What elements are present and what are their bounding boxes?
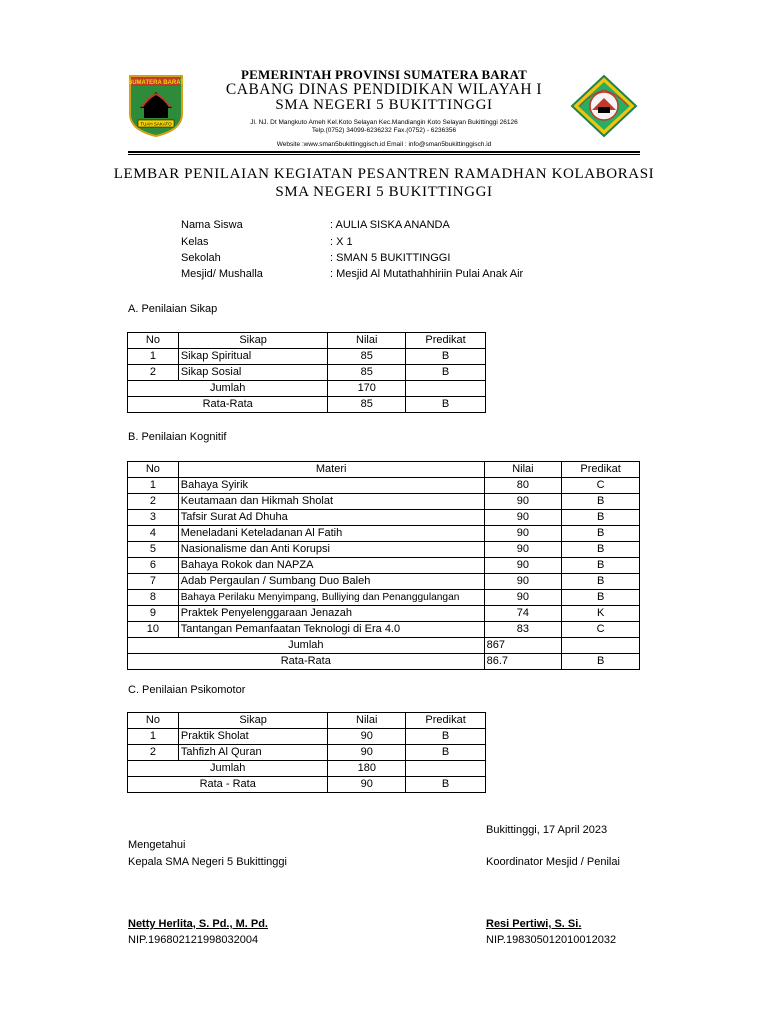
table-row [128, 526, 640, 542]
info-value-mosque: : Mesjid Al Mutathahhiriin Pulai Anak Air [330, 268, 524, 280]
total-row [128, 381, 486, 397]
row-item: Tantangan Pemanfaatan Teknologi di Era 4.0 [178, 622, 484, 638]
info-value-school: : SMAN 5 BUKITTINGGI [330, 252, 451, 264]
table-header-row [128, 713, 486, 729]
document-title: LEMBAR PENILAIAN KEGIATAN PESANTREN RAMADHAN KOLABORASI [113, 166, 655, 182]
table-row [128, 542, 640, 558]
row-item: Sikap Spiritual [178, 349, 328, 365]
table-row [128, 590, 640, 606]
total-label: Jumlah [128, 638, 485, 654]
row-nilai: 80 [484, 478, 562, 494]
row-predikat: K [562, 606, 640, 622]
row-nilai: 90 [484, 558, 562, 574]
header-item: Materi [178, 462, 484, 478]
row-predikat: B [562, 526, 640, 542]
row-item: Bahaya Rokok dan NAPZA [178, 558, 484, 574]
principal-role: Kepala SMA Negeri 5 Bukittinggi [128, 856, 287, 868]
average-row [128, 397, 486, 413]
section-b-heading: B. Penilaian Kognitif [128, 431, 227, 443]
coordinator-name: Resi Pertiwi, S. Si. [486, 918, 582, 930]
row-no: 5 [128, 542, 179, 558]
row-nilai: 90 [484, 526, 562, 542]
header-address-line2: Telp.(0752) 34099-6236232 Fax.(0752) - 6236356 [311, 127, 457, 134]
row-predikat: C [562, 622, 640, 638]
info-value-class: : X 1 [330, 236, 353, 248]
row-no: 1 [128, 478, 179, 494]
row-no: 9 [128, 606, 179, 622]
header-branch: CABANG DINAS PENDIDIKAN WILAYAH I [225, 81, 543, 98]
row-no: 4 [128, 526, 179, 542]
table-header-row [128, 333, 486, 349]
row-predikat: B [406, 729, 486, 745]
row-no: 10 [128, 622, 179, 638]
average-row [128, 654, 640, 670]
kognitif-table [127, 461, 640, 670]
header-nilai: Nilai [328, 333, 406, 349]
table-row [128, 574, 640, 590]
total-row [128, 638, 640, 654]
coordinator-nip: NIP.198305012010012032 [486, 934, 617, 946]
row-no: 3 [128, 510, 179, 526]
table-row [128, 365, 486, 381]
header-address-line1: Jl. NJ. Dt Mangkuto Ameh Kel.Koto Selayan Kec.Mandiangin Koto Selayan Bukittinggi 26126 [250, 119, 518, 126]
table-row [128, 729, 486, 745]
row-item: Bahaya Perilaku Menyimpang, Bulliying dan Penanggulangan [178, 590, 484, 606]
header-no: No [128, 462, 179, 478]
header-predikat: Predikat [406, 713, 486, 729]
row-item: Tafsir Surat Ad Dhuha [178, 510, 484, 526]
table-row [128, 494, 640, 510]
principal-name: Netty Herlita, S. Pd., M. Pd. [128, 918, 268, 930]
row-item: Sikap Sosial [178, 365, 328, 381]
place-date: Bukittinggi, 17 April 2023 [486, 824, 608, 836]
row-item: Tahfizh Al Quran [178, 745, 328, 761]
total-label: Jumlah [128, 381, 328, 397]
row-item: Bahaya Syirik [178, 478, 484, 494]
average-value: 86.7 [484, 654, 562, 670]
row-no: 1 [128, 349, 179, 365]
info-label-class: Kelas [181, 236, 209, 248]
info-label-school: Sekolah [181, 252, 221, 264]
mengetahui-label: Mengetahui [128, 839, 186, 851]
total-predikat [406, 761, 486, 777]
table-row [128, 606, 640, 622]
row-item: Praktik Sholat [178, 729, 328, 745]
row-item: Meneladani Keteladanan Al Fatih [178, 526, 484, 542]
average-predikat: B [562, 654, 640, 670]
coordinator-role: Koordinator Mesjid / Penilai [486, 856, 620, 868]
table-row [128, 745, 486, 761]
row-predikat: C [562, 478, 640, 494]
header-nilai: Nilai [328, 713, 406, 729]
header-divider [128, 151, 640, 153]
header-divider-thin [128, 154, 640, 155]
row-predikat: B [562, 574, 640, 590]
row-predikat: B [562, 558, 640, 574]
table-row [128, 478, 640, 494]
total-value: 867 [484, 638, 562, 654]
total-value: 170 [328, 381, 406, 397]
table-row [128, 510, 640, 526]
row-predikat: B [562, 510, 640, 526]
row-no: 7 [128, 574, 179, 590]
info-value-name: : AULIA SISKA ANANDA [330, 219, 450, 231]
row-no: 8 [128, 590, 179, 606]
total-row [128, 761, 486, 777]
average-value: 90 [328, 777, 406, 793]
section-a-heading: A. Penilaian Sikap [128, 303, 218, 315]
row-predikat: B [406, 745, 486, 761]
average-value: 85 [328, 397, 406, 413]
row-nilai: 90 [484, 494, 562, 510]
header-item: Sikap [178, 713, 328, 729]
header-school: SMA NEGERI 5 BUKITTINGGI [275, 97, 493, 113]
row-predikat: B [562, 494, 640, 510]
row-nilai: 85 [328, 365, 406, 381]
section-c-heading: C. Penilaian Psikomotor [128, 684, 246, 696]
average-predikat: B [406, 397, 486, 413]
total-predikat [562, 638, 640, 654]
psikomotor-table [127, 712, 486, 793]
row-no: 1 [128, 729, 179, 745]
row-no: 2 [128, 494, 179, 510]
row-nilai: 90 [484, 590, 562, 606]
row-item: Adab Pergaulan / Sumbang Duo Baleh [178, 574, 484, 590]
row-item: Keutamaan dan Hikmah Sholat [178, 494, 484, 510]
header-province: PEMERINTAH PROVINSI SUMATERA BARAT [241, 67, 527, 82]
average-label: Rata-Rata [128, 397, 328, 413]
row-predikat: B [562, 542, 640, 558]
header-no: No [128, 713, 179, 729]
header-item: Sikap [178, 333, 328, 349]
total-label: Jumlah [128, 761, 328, 777]
info-label-mosque: Mesjid/ Mushalla [181, 268, 263, 280]
row-nilai: 90 [484, 542, 562, 558]
sikap-table [127, 332, 486, 413]
header-address [200, 119, 568, 135]
row-no: 2 [128, 745, 179, 761]
row-predikat: B [406, 349, 486, 365]
header-predikat: Predikat [406, 333, 486, 349]
row-predikat: B [406, 365, 486, 381]
header-predikat: Predikat [562, 462, 640, 478]
row-item: Nasionalisme dan Anti Korupsi [178, 542, 484, 558]
row-nilai: 90 [328, 745, 406, 761]
average-label: Rata-Rata [128, 654, 485, 670]
total-predikat [406, 381, 486, 397]
principal-nip: NIP.196802121998032004 [128, 934, 259, 946]
row-nilai: 83 [484, 622, 562, 638]
row-nilai: 90 [484, 574, 562, 590]
header-website: Website :www.sman5bukittinggisch.id Email : info@sman5bukittinggisch.id [276, 141, 492, 148]
row-predikat: B [562, 590, 640, 606]
document-subtitle: SMA NEGERI 5 BUKITTINGGI [275, 184, 493, 200]
average-predikat: B [406, 777, 486, 793]
total-value: 180 [328, 761, 406, 777]
logo-banner-text: TUAH SAKATO [140, 121, 172, 127]
table-row [128, 558, 640, 574]
info-label-name: Nama Siswa [181, 219, 243, 231]
row-item: Praktek Penyelenggaraan Jenazah [178, 606, 484, 622]
row-nilai: 85 [328, 349, 406, 365]
average-label: Rata - Rata [128, 777, 328, 793]
header-no: No [128, 333, 179, 349]
table-row [128, 622, 640, 638]
table-row [128, 349, 486, 365]
header-nilai: Nilai [484, 462, 562, 478]
row-nilai: 90 [484, 510, 562, 526]
row-no: 2 [128, 365, 179, 381]
row-nilai: 74 [484, 606, 562, 622]
average-row [128, 777, 486, 793]
row-no: 6 [128, 558, 179, 574]
row-nilai: 90 [328, 729, 406, 745]
table-header-row [128, 462, 640, 478]
logo-title-text: SUMATERA BARAT [128, 80, 184, 86]
